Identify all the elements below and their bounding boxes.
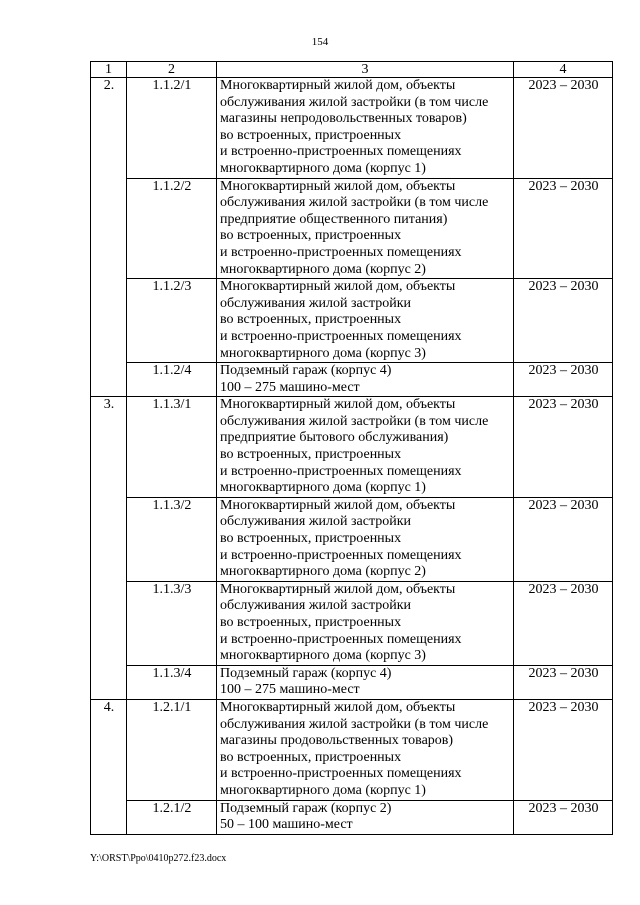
row-years: 2023 – 2030 — [514, 78, 613, 179]
row-code: 1.1.2/3 — [127, 279, 217, 363]
row-group-number: 2. — [91, 78, 127, 397]
description-line: Многоквартирный жилой дом, объекты — [220, 699, 456, 715]
row-description — [217, 178, 514, 279]
row-description — [217, 800, 514, 834]
description-line: многоквартирного дома (корпус 3) — [220, 648, 426, 664]
row-code: 1.1.2/1 — [127, 78, 217, 179]
description-line: 50 – 100 машино-мест — [220, 817, 353, 833]
description-line: во встроенных, пристроенных — [220, 531, 402, 547]
table-header-row — [91, 62, 613, 78]
description-line: Многоквартирный жилой дом, объекты — [220, 78, 456, 93]
description-line: во встроенных, пристроенных — [220, 312, 402, 328]
description-line: во встроенных, пристроенных — [220, 615, 402, 630]
description-line: многоквартирного дома (корпус 1) — [220, 782, 426, 798]
column-header-3: 3 — [217, 62, 514, 78]
description-line: предприятие бытового обслуживания) — [220, 430, 449, 446]
row-description — [217, 279, 514, 363]
description-line: Многоквартирный жилой дом, объекты — [220, 279, 456, 295]
description-line: и встроенно-пристроенных помещениях — [220, 766, 462, 782]
row-description — [217, 581, 514, 665]
description-line: Подземный гараж (корпус 2) — [220, 800, 392, 816]
description-line: Подземный гараж (корпус 4) — [220, 665, 392, 681]
row-years: 2023 – 2030 — [514, 497, 613, 581]
table-row — [91, 497, 613, 581]
row-years: 2023 – 2030 — [514, 665, 613, 699]
row-description — [217, 699, 514, 800]
description-line: магазины непродовольственных товаров) — [220, 111, 467, 127]
description-line: во встроенных, пристроенных — [220, 447, 402, 463]
description-line: многоквартирного дома (корпус 1) — [220, 480, 426, 496]
description-line: обслуживания жилой застройки (в том числе — [220, 195, 489, 211]
row-code: 1.1.3/4 — [127, 665, 217, 699]
table-row — [91, 78, 613, 179]
column-header-1: 1 — [91, 62, 127, 78]
description-line: и встроенно-пристроенных помещениях — [220, 144, 462, 160]
description-line: 100 – 275 машино-мест — [220, 379, 360, 395]
data-table — [90, 61, 613, 835]
row-years: 2023 – 2030 — [514, 178, 613, 279]
description-line: Многоквартирный жилой дом, объекты — [220, 497, 456, 513]
row-description — [217, 78, 514, 179]
description-line: и встроенно-пристроенных помещениях — [220, 328, 462, 344]
description-line: и встроенно-пристроенных помещениях — [220, 244, 462, 260]
row-description — [217, 665, 514, 699]
description-line: многоквартирного дома (корпус 2) — [220, 261, 426, 277]
row-years: 2023 – 2030 — [514, 363, 613, 397]
description-line: многоквартирного дома (корпус 1) — [220, 160, 426, 176]
table-row — [91, 665, 613, 699]
row-years: 2023 – 2030 — [514, 397, 613, 498]
description-line: и встроенно-пристроенных помещениях — [220, 463, 462, 479]
description-line: магазины продовольственных товаров) — [220, 733, 454, 749]
table-row — [91, 178, 613, 279]
row-group-number: 3. — [91, 397, 127, 700]
description-line: предприятие общественного питания) — [220, 211, 448, 227]
column-header-2: 2 — [127, 62, 217, 78]
description-line: обслуживания жилой застройки — [220, 514, 412, 530]
description-line: Подземный гараж (корпус 4) — [220, 363, 392, 379]
description-line: Многоквартирный жилой дом, объекты — [220, 178, 456, 194]
row-code: 1.1.3/1 — [127, 397, 217, 498]
row-code: 1.2.1/1 — [127, 699, 217, 800]
table-row — [91, 800, 613, 834]
row-description — [217, 363, 514, 397]
row-code: 1.1.3/2 — [127, 497, 217, 581]
column-header-4: 4 — [514, 62, 613, 78]
description-line: обслуживания жилой застройки (в том числе — [220, 94, 489, 110]
row-code: 1.1.2/4 — [127, 363, 217, 397]
row-years: 2023 – 2030 — [514, 699, 613, 800]
table-body — [91, 62, 613, 835]
description-line: Многоквартирный жилой дом, объекты — [220, 581, 456, 597]
row-years: 2023 – 2030 — [514, 800, 613, 834]
table-row — [91, 279, 613, 363]
row-code: 1.1.3/3 — [127, 581, 217, 665]
description-line: 100 – 275 машино-мест — [220, 682, 360, 698]
row-years: 2023 – 2030 — [514, 581, 613, 665]
description-line: обслуживания жилой застройки (в том числе — [220, 716, 489, 732]
row-code: 1.2.1/2 — [127, 800, 217, 834]
description-line: и встроенно-пристроенных помещениях — [220, 631, 462, 647]
description-line: обслуживания жилой застройки (в том числе — [220, 413, 489, 429]
description-line: многоквартирного дома (корпус 3) — [220, 345, 426, 361]
row-years: 2023 – 2030 — [514, 279, 613, 363]
description-line: во встроенных, пристроенных — [220, 228, 402, 244]
description-line: во встроенных, пристроенных — [220, 749, 402, 765]
footer-file-path: Y:\ORST\Ppo\0410p272.f23.docx — [90, 853, 227, 864]
description-line: многоквартирного дома (корпус 2) — [220, 564, 426, 580]
description-line: обслуживания жилой застройки — [220, 598, 412, 614]
description-line: во встроенных, пристроенных — [220, 127, 402, 143]
table-row — [91, 699, 613, 800]
table-row — [91, 397, 613, 498]
description-line: обслуживания жилой застройки — [220, 295, 412, 311]
table-row — [91, 581, 613, 665]
page-number: 154 — [311, 36, 329, 48]
row-group-number: 4. — [91, 699, 127, 834]
row-description — [217, 497, 514, 581]
row-description — [217, 397, 514, 498]
description-line: и встроенно-пристроенных помещениях — [220, 547, 462, 563]
description-line: Многоквартирный жилой дом, объекты — [220, 397, 456, 413]
row-code: 1.1.2/2 — [127, 178, 217, 279]
table-row — [91, 363, 613, 397]
